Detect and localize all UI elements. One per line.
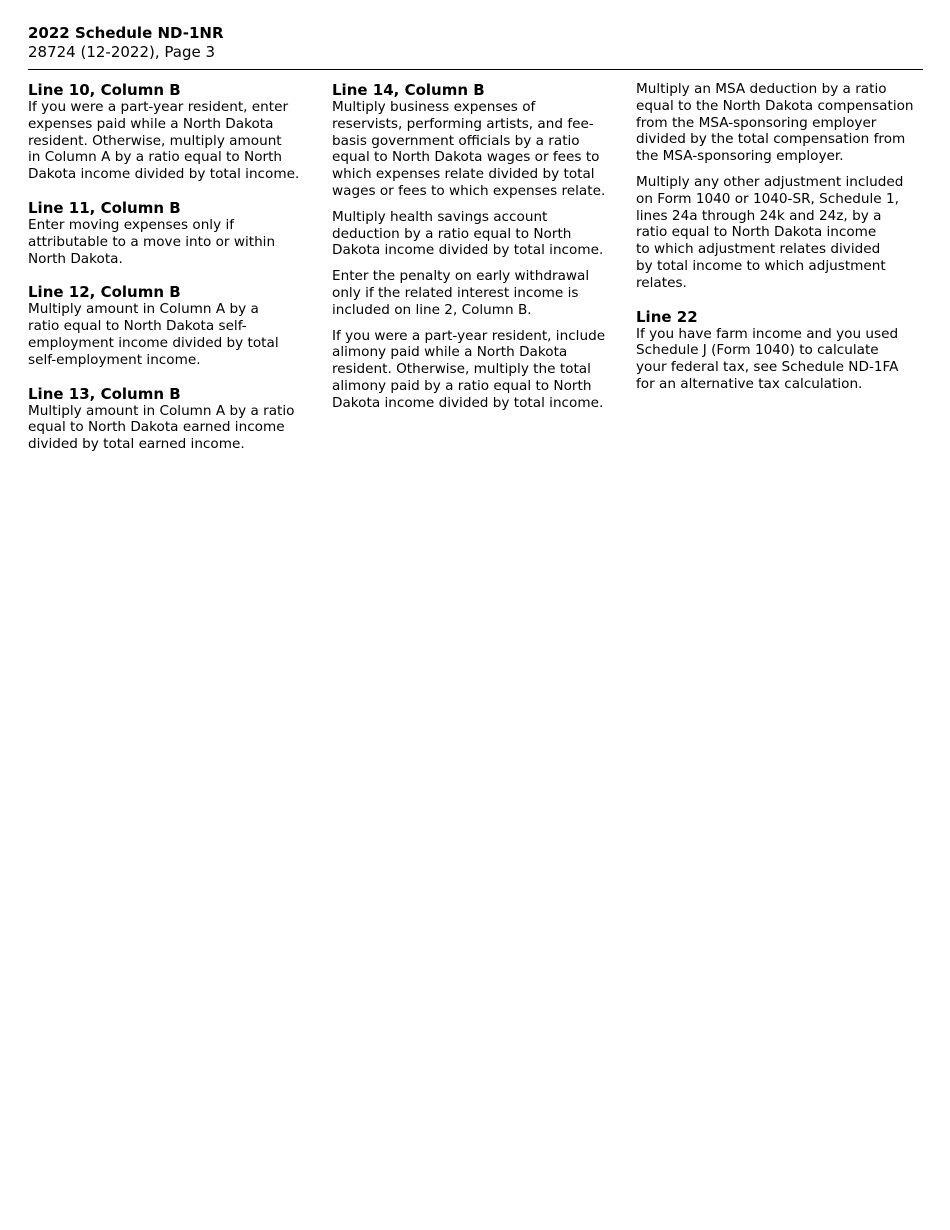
- section-line-12: [28, 283, 314, 368]
- section-heading: Line 12, Column B: [28, 283, 181, 302]
- instruction-paragraph: Multiply amount in Column A by a ratio equal to North Dakota self- employment income divided by total self-employment income.: [28, 301, 279, 368]
- instruction-paragraph: Multiply health savings account deduction by a ratio equal to North Dakota income divided by total income.: [332, 208, 604, 259]
- section-line-13: [28, 385, 314, 453]
- section-heading: Line 22: [636, 307, 698, 326]
- section-line-22: [636, 308, 926, 393]
- section-line-14-continued: [636, 81, 926, 292]
- section-line-11: [28, 199, 314, 267]
- header-divider: [28, 69, 923, 70]
- instruction-paragraph: Multiply amount in Column A by a ratio equal to North Dakota earned income divided by total earned income.: [28, 402, 295, 453]
- instruction-paragraph: Multiply business expenses of reservists, performing artists, and fee- basis government officials by a ratio equal to North Dakota wages or fees to which expenses relate divided by total wages or fees to which expenses relate.: [332, 99, 606, 199]
- column-1: [28, 81, 314, 469]
- section-line-14: [332, 81, 622, 412]
- column-2: [332, 81, 622, 428]
- instruction-paragraph: If you were a part-year resident, enter expenses paid while a North Dakota resident. Otherwise, multiply amount in Column A by a ratio equal to North Dakota income divided by total income.: [28, 99, 300, 183]
- section-line-10: [28, 81, 314, 183]
- instruction-paragraph: Multiply an MSA deduction by a ratio equal to the North Dakota compensation from the MSA-sponsoring employer divided by the total compensation from the MSA-sponsoring employer.: [636, 81, 914, 165]
- instruction-paragraph: Enter the penalty on early withdrawal only if the related interest income is included on line 2, Column B.: [332, 268, 590, 318]
- section-heading: Line 11, Column B: [28, 198, 181, 217]
- column-3: [636, 81, 926, 409]
- instruction-paragraph: Multiply any other adjustment included on Form 1040 or 1040-SR, Schedule 1, lines 24a through 24k and 24z, by a ratio equal to North Dakota income to which adjustment relates divided by total income to which adjustment relates.: [636, 173, 904, 291]
- form-subtitle: 28724 (12-2022), Page 3: [28, 43, 216, 61]
- page-header: [28, 24, 923, 62]
- instruction-paragraph: Enter moving expenses only if attributable to a move into or within North Dakota.: [28, 216, 276, 267]
- section-heading: Line 10, Column B: [28, 81, 181, 99]
- instruction-paragraph: If you have farm income and you used Schedule J (Form 1040) to calculate your federal tax, see Schedule ND-1FA for an alternative tax calculation.: [636, 325, 899, 392]
- instruction-paragraph: If you were a part-year resident, include alimony paid while a North Dakota resident. Otherwise, multiply the total alimony paid by a ratio equal to North Dakota income divided by total income.: [332, 327, 606, 411]
- form-title: 2022 Schedule ND-1NR: [28, 24, 224, 42]
- section-heading: Line 14, Column B: [332, 81, 485, 99]
- section-heading: Line 13, Column B: [28, 384, 181, 403]
